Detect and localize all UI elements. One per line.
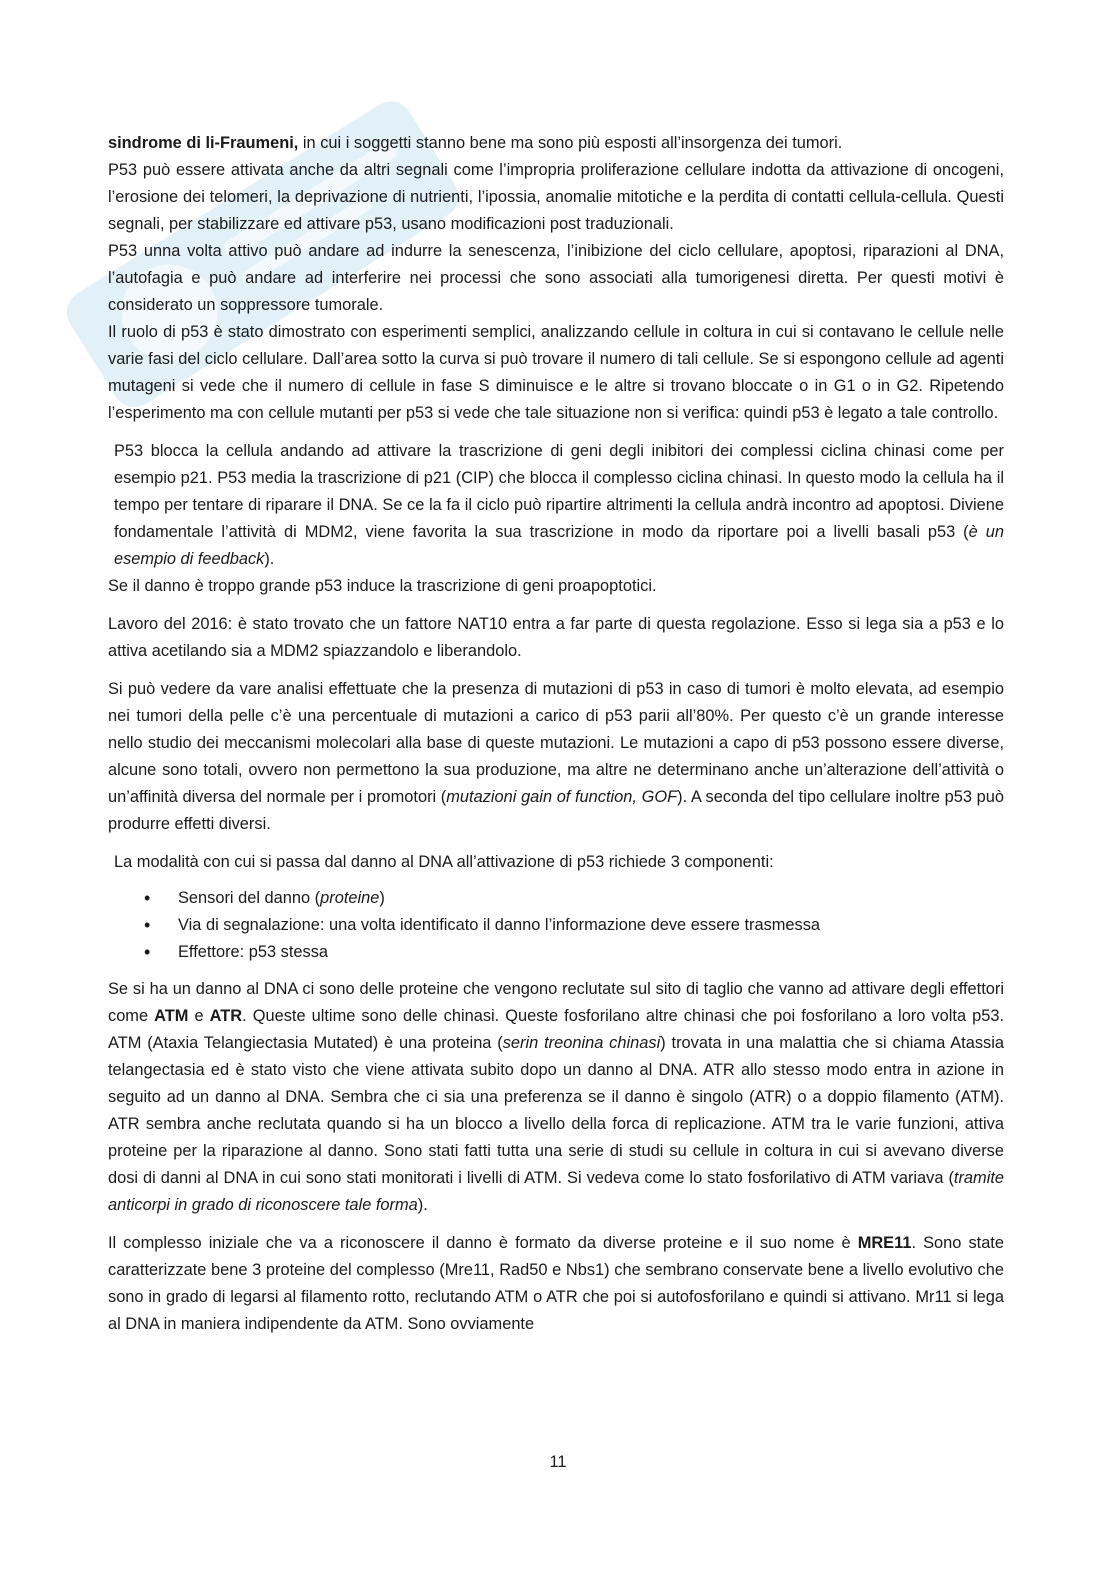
paragraph: Il ruolo di p53 è stato dimostrato con esperimenti semplici, analizzando cellule in coltura in cui si contavano le cellule nelle varie fasi del ciclo cellulare. Dall’area sotto la curva si può trovare il numero di tali cellule. Se si espongono cellule ad agenti mutageni si vede che il numero di cellule in fase S diminuisce e le altre si trovano bloccate o in G1 o in G2. Ripetendo l’esperimento ma con cellule mutanti per p53 si vede che tale situazione non si verifica: quindi p53 è legato a tale controllo. xyxy=(108,323,1004,422)
paragraph: La modalità con cui si passa dal danno al DNA all’attivazione di p53 richiede 3 componenti: xyxy=(114,853,774,871)
paragraph: Se si ha un danno al DNA ci sono delle proteine che vengono reclutate sul sito di taglio che vanno ad attivare degli effettori come ATM e ATR. Queste ultime sono delle chinasi. Queste fosforilano altre chinasi che poi fosforilano a loro volta p53. ATM (Ataxia Telangiectasia Mutated) è una proteina (serin treonina chinasi) trovata in una malattia che si chiama Atassia telangectasia ed è stato visto che viene attivata subito dopo un danno al DNA. ATR allo stesso modo entra in azione in seguito ad un danno al DNA. Sembra che ci sia una preferenza se il danno è singolo (ATR) o a doppio filamento (ATM). ATR sembra anche reclutata quando si ha un blocco a livello della forca di replicazione. ATM tra le varie funzioni, attiva proteine per la riparazione al danno. Sono stati fatti tutta una serie di studi su cellule in coltura in cui si avevano diverse dosi di danni al DNA in cui sono stati monitorati i livelli di ATM. Si vedeva come lo stato fosforilativo di ATM variava (tramite anticorpi in grado di riconoscere tale forma). xyxy=(108,980,1005,1214)
page-number: 11 xyxy=(549,1453,567,1471)
paragraph: P53 blocca la cellula andando ad attivare la trascrizione di geni degli inibitori dei complessi ciclina chinasi come per esempio p21. P53 media la trascrizione di p21 (CIP) che blocca il complesso ciclina chinasi. In questo modo la cellula ha il tempo per tentare di riparare il DNA. Se ce la fa il ciclo può ripartire altrimenti la cellula andrà incontro ad apoptosi. Diviene fondamentale l’attività di MDM2, viene favorita la sua trascrizione in modo da riportare poi a livelli basali p53 (è un esempio di feedback). xyxy=(114,442,1004,568)
paragraph: P53 unna volta attivo può andare ad indurre la senescenza, l’inibizione del ciclo cellulare, apoptosi, riparazioni al DNA, l’autofagia e può andare ad interferire nei processi che sono associati alla tumorigenesi diretta. Per questi motivi è considerato un soppressore tumorale. xyxy=(108,242,1004,314)
document-body xyxy=(108,130,1004,1338)
paragraph: sindrome di li-Fraumeni, in cui i soggetti stanno bene ma sono più esposti all’insorgenza dei tumori. xyxy=(108,134,843,152)
paragraph: Lavoro del 2016: è stato trovato che un fattore NAT10 entra a far parte di questa regolazione. Esso si lega sia a p53 e lo attiva acetilando sia a MDM2 spiazzandolo e liberandolo. xyxy=(108,615,1004,660)
paragraph: Il complesso iniziale che va a riconoscere il danno è formato da diverse proteine e il suo nome è MRE11. Sono state caratterizzate bene 3 proteine del complesso (Mre11, Rad50 e Nbs1) che sembrano conservate bene a livello evolutivo che sono in grado di legarsi al filamento rotto, reclutando ATM o ATR che poi si autofosforilano e quindi si attivano. Mr11 si lega al DNA in maniera indipendente da ATM. Sono ovviamente xyxy=(108,1234,1004,1333)
bold-term: sindrome di li-Fraumeni, xyxy=(108,134,299,152)
paragraph: Se il danno è troppo grande p53 induce la trascrizione di geni proapoptotici. xyxy=(108,577,657,595)
paragraph: Si può vedere da vare analisi effettuate che la presenza di mutazioni di p53 in caso di tumori è molto elevata, ad esempio nei tumori della pelle c’è una percentuale di mutazioni a carico di p53 parii all’80%. Per questo c’è un grande interesse nello studio dei meccanismi molecolari alla base di queste mutazioni. Le mutazioni a capo di p53 possono essere diverse, alcune sono totali, ovvero non permettono la sua produzione, ma altre ne determinano anche un’alterazione dell’attività o un’affinità diversa del normale per i promotori (mutazioni gain of function, GOF). A seconda del tipo cellulare inoltre p53 può produrre effetti diversi. xyxy=(108,680,1004,833)
bullet-list xyxy=(108,885,1004,966)
list-item: • Sensori del danno (proteine) xyxy=(108,885,1004,912)
list-item: • Effettore: p53 stessa xyxy=(108,939,1004,966)
paragraph: P53 può essere attivata anche da altri segnali come l’impropria proliferazione cellulare indotta da attivazione di oncogeni, l’erosione dei telomeri, la deprivazione di nutrienti, l’ipossia, anomalie mitotiche e la perdita di contatti cellula-cellula. Questi segnali, per stabilizzare ed attivare p53, usano modificazioni post traduzionali. xyxy=(108,161,1004,233)
list-item: • Via di segnalazione: una volta identificato il danno l’informazione deve essere trasmessa xyxy=(108,912,1004,939)
